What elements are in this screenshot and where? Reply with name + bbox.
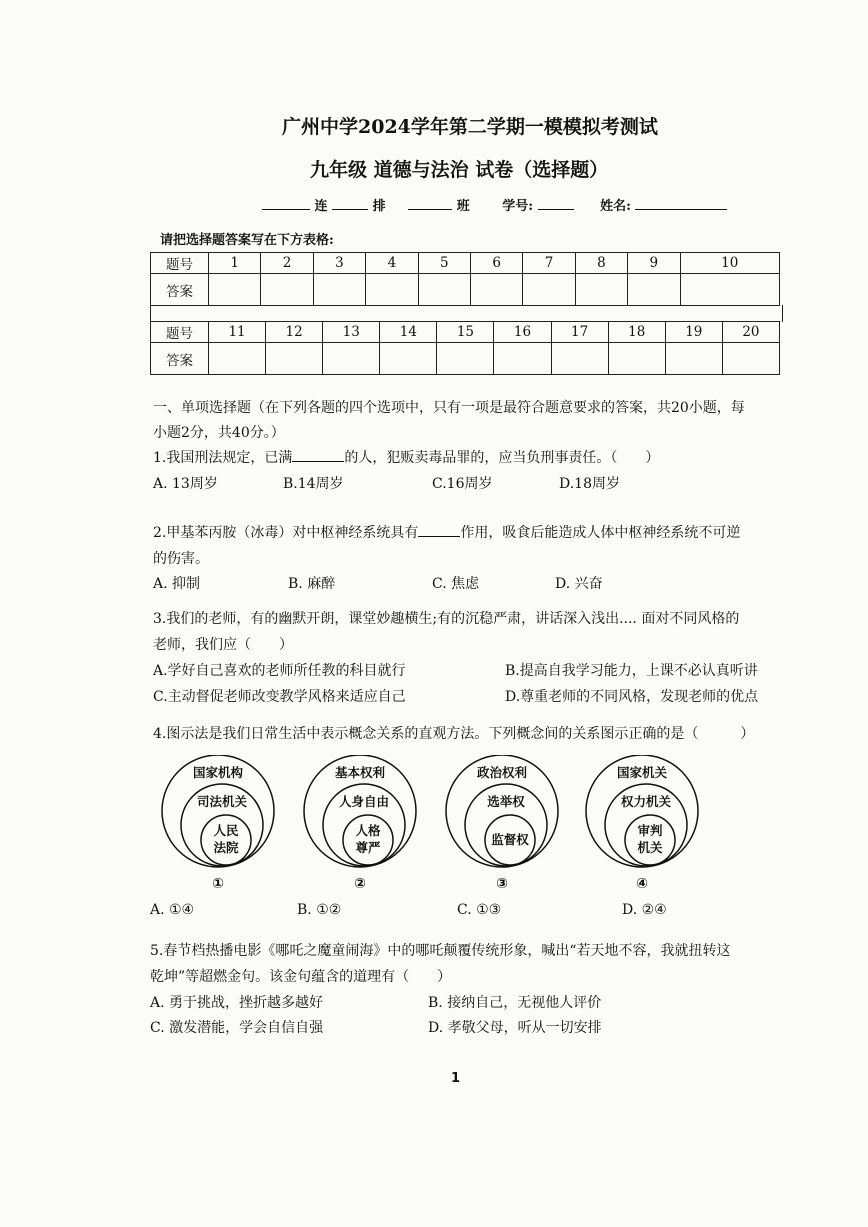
- q2-option-d[interactable]: D. 兴奋: [555, 576, 603, 592]
- table-cell: 3: [313, 253, 365, 274]
- diagram-1-inner1: 人民: [213, 823, 239, 838]
- answer-cell[interactable]: [608, 343, 665, 375]
- question-5-stem-cont: 乾坤”等超燃金句。该金句蕴含的道理有（ ）: [150, 969, 452, 985]
- section-instruction-line1: 一、单项选择题（在下列各题的四个选项中，只有一项是最符合题意要求的答案，共20小题，每: [153, 400, 745, 416]
- q1-option-d[interactable]: D.18周岁: [559, 476, 620, 492]
- diagram-2-outer: 基本权利: [334, 765, 386, 780]
- answer-cell[interactable]: [209, 274, 261, 306]
- q1-option-b[interactable]: B.14周岁: [283, 476, 344, 492]
- blank-grade: [262, 209, 310, 210]
- q1-text-b: 的人，犯贩卖毒品罪的，应当负刑事责任。（ ）: [344, 450, 660, 466]
- q3-option-c[interactable]: C.主动督促老师改变教学风格来适应自己: [153, 689, 406, 705]
- answer-cell[interactable]: [209, 343, 266, 375]
- q5-option-d[interactable]: D. 孝敬父母，听从一切安排: [428, 1020, 602, 1036]
- q2-blank[interactable]: [418, 536, 460, 537]
- q5-option-c[interactable]: C. 激发潜能，学会自信自强: [150, 1020, 324, 1036]
- q5-option-a[interactable]: A. 勇于挑战，挫折越多越好: [150, 995, 324, 1011]
- q2-text-b: 作用，吸食后能造成人体中枢神经系统不可逆: [460, 525, 741, 541]
- table-cell: 11: [209, 322, 266, 343]
- section-instruction-line2: 小题2分，共40分。）: [153, 425, 285, 441]
- question-3-stem: 3.我们的老师，有的幽默开朗，课堂妙趣横生;有的沉稳严肃，讲话深入浅出.... 面对不同风格的: [153, 611, 740, 627]
- answer-cell[interactable]: [470, 274, 522, 306]
- q1-blank[interactable]: [292, 461, 344, 462]
- diagram-4: [586, 755, 698, 892]
- blank-pai: [408, 209, 452, 210]
- q2-option-c[interactable]: C. 焦虑: [432, 576, 480, 592]
- table-cell: 16: [494, 322, 551, 343]
- diagram-3-outer: 政治权利: [476, 765, 528, 780]
- q2-text-a: 2.甲基苯丙胺（冰毒）对中枢神经系统具有: [153, 525, 419, 541]
- table-row: [151, 253, 780, 274]
- answer-cell[interactable]: [722, 343, 779, 375]
- answer-cell[interactable]: [323, 343, 380, 375]
- row-label: 答案: [151, 343, 209, 375]
- answer-instruction: 请把选择题答案写在下方表格:: [160, 233, 334, 248]
- blank-xingming: [635, 209, 727, 210]
- label-ban: 班: [456, 199, 470, 214]
- answer-cell[interactable]: [261, 274, 313, 306]
- answer-cell[interactable]: [680, 274, 779, 306]
- q2-option-a[interactable]: A. 抑制: [153, 576, 201, 592]
- answer-cell[interactable]: [551, 343, 608, 375]
- diagram-3-number: ③: [496, 876, 508, 892]
- question-4-stem: 4.图示法是我们日常生活中表示概念关系的直观方法。下列概念间的关系图示正确的是（ ）: [153, 726, 755, 742]
- table-cell: 8: [575, 253, 627, 274]
- table-cell: 4: [366, 253, 418, 274]
- label-xingming: 姓名:: [600, 199, 631, 214]
- diagram-2-middle: 人身自由: [338, 794, 390, 809]
- diagram-2: [304, 755, 416, 892]
- label-lian: 连: [314, 199, 328, 214]
- diagram-3-middle: 选举权: [487, 794, 525, 809]
- question-3-stem-cont: 老师，我们应（ ）: [153, 637, 293, 653]
- answer-cell[interactable]: [628, 274, 680, 306]
- table-spacer: [150, 305, 783, 322]
- answer-cell[interactable]: [437, 343, 494, 375]
- answer-cell[interactable]: [575, 274, 627, 306]
- answer-cell[interactable]: [665, 343, 722, 375]
- table-cell: 17: [551, 322, 608, 343]
- answer-cell[interactable]: [523, 274, 575, 306]
- q4-option-d[interactable]: D. ②④: [622, 902, 667, 918]
- diagram-1-middle: 司法机关: [196, 794, 248, 809]
- diagram-4-outer: 国家机关: [616, 765, 668, 780]
- q4-option-c[interactable]: C. ①③: [457, 902, 502, 918]
- table-cell: 9: [628, 253, 680, 274]
- table-cell: 5: [418, 253, 470, 274]
- q5-option-b[interactable]: B. 接纳自己，无视他人评价: [428, 995, 602, 1011]
- q4-option-b[interactable]: B. ①②: [297, 902, 342, 918]
- question-2-stem-cont: 的伤害。: [153, 551, 209, 567]
- diagram-1-inner2: 法院: [213, 840, 239, 855]
- page-number: 1: [451, 1071, 461, 1086]
- blank-lian: [332, 209, 368, 210]
- diagram-1-number: ①: [212, 876, 224, 892]
- diagram-2-inner1: 人格: [355, 823, 381, 838]
- q3-option-d[interactable]: D.尊重老师的不同风格，发现老师的优点: [505, 689, 759, 705]
- row-label: 题号: [151, 322, 209, 343]
- table-cell: 6: [470, 253, 522, 274]
- diagram-1: [162, 755, 274, 892]
- q3-option-a[interactable]: A.学好自己喜欢的老师所任教的科目就行: [153, 663, 406, 679]
- q4-option-a[interactable]: A. ①④: [150, 902, 195, 918]
- table-row: [151, 322, 780, 343]
- diagram-4-middle: 权力机关: [620, 794, 672, 809]
- question-5-stem: 5.春节档热播电影《哪吒之魔童闹海》中的哪吒颠覆传统形象，喊出“若天地不容，我就扭转这: [150, 943, 731, 959]
- table-cell: 14: [380, 322, 437, 343]
- question-1-stem: [153, 447, 659, 467]
- diagram-4-number: ④: [636, 876, 648, 892]
- table-cell: 18: [608, 322, 665, 343]
- exam-subtitle: 九年级 道德与法治 试卷（选择题）: [310, 159, 609, 181]
- question-2-stem: [153, 522, 740, 542]
- answer-cell[interactable]: [418, 274, 470, 306]
- table-row: [151, 343, 780, 375]
- table-cell: 15: [437, 322, 494, 343]
- table-cell: 7: [523, 253, 575, 274]
- answer-cell[interactable]: [266, 343, 323, 375]
- answer-cell[interactable]: [366, 274, 418, 306]
- table-cell: 20: [722, 322, 779, 343]
- q1-option-a[interactable]: A. 13周岁: [153, 476, 218, 492]
- table-cell: 2: [261, 253, 313, 274]
- row-label: 题号: [151, 253, 209, 274]
- table-cell: 13: [323, 322, 380, 343]
- q2-option-b[interactable]: B. 麻醉: [288, 576, 336, 592]
- table-cell: 1: [209, 253, 261, 274]
- label-xuehao: 学号:: [502, 199, 534, 214]
- row-label: 答案: [151, 274, 209, 306]
- diagram-3: [446, 755, 558, 892]
- q1-text-a: 1.我国刑法规定，已满: [153, 450, 293, 466]
- concept-diagrams: [150, 755, 770, 895]
- answer-cell[interactable]: [380, 343, 437, 375]
- answer-cell[interactable]: [313, 274, 365, 306]
- exam-title: 广州中学2024学年第二学期一模模拟考测试: [282, 116, 658, 138]
- diagram-1-outer: 国家机构: [192, 765, 244, 780]
- diagram-3-inner1: 监督权: [491, 832, 529, 847]
- diagram-2-number: ②: [354, 876, 366, 892]
- q3-option-b[interactable]: B.提高自我学习能力，上课不必认真听讲: [505, 663, 758, 679]
- label-pai: 排: [372, 199, 386, 214]
- answer-table-2: [150, 321, 780, 375]
- blank-xuehao: [538, 209, 574, 210]
- diagram-4-inner2: 机关: [637, 840, 663, 855]
- answer-cell[interactable]: [494, 343, 551, 375]
- answer-table-1: [150, 252, 780, 306]
- table-cell: 19: [665, 322, 722, 343]
- table-cell: 12: [266, 322, 323, 343]
- table-cell: 10: [680, 253, 779, 274]
- student-info-line: [262, 195, 727, 214]
- diagram-4-inner1: 审判: [637, 823, 663, 838]
- q1-option-c[interactable]: C.16周岁: [432, 476, 493, 492]
- diagram-2-inner2: 尊严: [355, 840, 381, 855]
- table-row: [151, 274, 780, 306]
